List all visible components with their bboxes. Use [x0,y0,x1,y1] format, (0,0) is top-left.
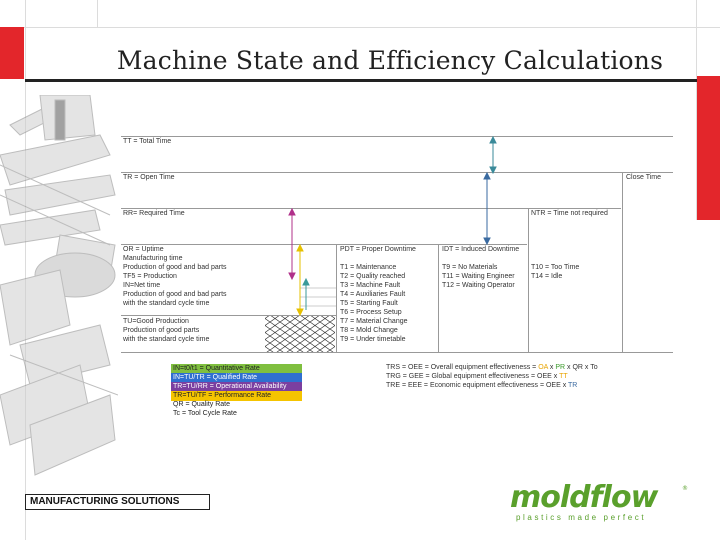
close-item: T10 = Too Time [531,264,580,271]
legend-item: TR=TU/RR = Operational Availability [171,382,302,392]
label-close-time: Close Time [626,174,662,181]
logo-tagline: plastics made perfect [516,513,647,522]
pdt-item: T6 = Process Setup [340,309,402,316]
formula-times: x [547,364,556,371]
legend-item: IN=t0/t1 = Quantitative Rate [171,364,302,374]
pdt-item: T4 = Auxiliaries Fault [340,291,406,298]
idt-item: T9 = No Materials [442,264,498,271]
idt-item: T12 = Waiting Operator [442,282,515,289]
uptime-header: OR = Uptime [123,246,164,253]
moldflow-logo [510,480,690,523]
pdt-header: PDT = Proper Downtime [340,246,416,253]
registered-mark: ® [682,485,688,492]
label-open-time: TR = Open Time [123,174,175,181]
formula-oee [386,364,598,373]
formula-oee-rest: x QR x To [565,364,598,371]
arrow-tt-tr [490,137,496,173]
uptime-line: TF5 = Production [123,273,177,280]
arrow-tr-rr [484,173,490,244]
pdt-item: T1 = Maintenance [340,264,397,271]
legend-item: IN=TU/TR = Qualified Rate [171,373,302,383]
label-total-time: TT = Total Time [123,138,172,145]
arrow-teal-small [303,279,309,310]
formula-gee-text: TRG = GEE = Global equipment effectiveness = OEE x [386,373,560,380]
uptime-line: IN=Net time [123,282,161,289]
uptime-line: Production of good and bad parts [123,291,227,298]
good-production-line: Production of good parts [123,327,200,334]
close-item: T14 = Idle [531,273,563,280]
formula-oee-text: TRS = OEE = Overall equipment effectiveness = [386,364,539,371]
footer-label: MANUFACTURING SOLUTIONS [25,494,210,510]
logo-wordmark: moldflow [510,480,658,515]
arrow-rr-or [289,209,295,279]
good-production-line: with the standard cycle time [123,336,210,343]
uptime-line: with the standard cycle time [123,300,210,307]
uptime-line: Production of good and bad parts [123,264,227,271]
pdt-item: T8 = Mold Change [340,327,398,334]
formula-gee [386,373,568,382]
formula-pr: PR [555,364,566,371]
legend-item: QR = Quality Rate [173,401,230,408]
label-required-time: RR= Required Time [123,210,185,217]
hatched-loss-area [265,316,335,352]
formula-oa: OA [538,364,548,371]
idt-header: IDT = Induced Downtime [442,246,520,253]
formula-eee-text: TRE = EEE = Economic equipment effectiveness = OEE x [386,382,569,389]
page-title: Machine State and Efficiency Calculations [116,46,664,75]
legend-item: TR=TU/TF = Performance Rate [171,391,302,401]
pdt-item: T7 = Material Change [340,318,408,325]
label-not-required: NTR = Time not required [531,210,608,217]
arrow-or-tu [297,245,303,315]
formula-eee-highlight: TR [568,382,578,389]
pdt-item: T2 = Quality reached [340,273,406,280]
good-production-line: TU=Good Production [123,318,189,325]
pdt-item: T3 = Machine Fault [340,282,401,289]
pdt-item: T9 = Under timetable [340,336,406,343]
idt-item: T11 = Waiting Engineer [442,273,515,280]
legend-item: Tc = Tool Cycle Rate [173,410,237,417]
formula-gee-highlight: TT [559,373,568,380]
pdt-item: T5 = Starting Fault [340,300,398,307]
formula-eee [386,382,577,391]
uptime-line: Manufacturing time [123,255,183,262]
